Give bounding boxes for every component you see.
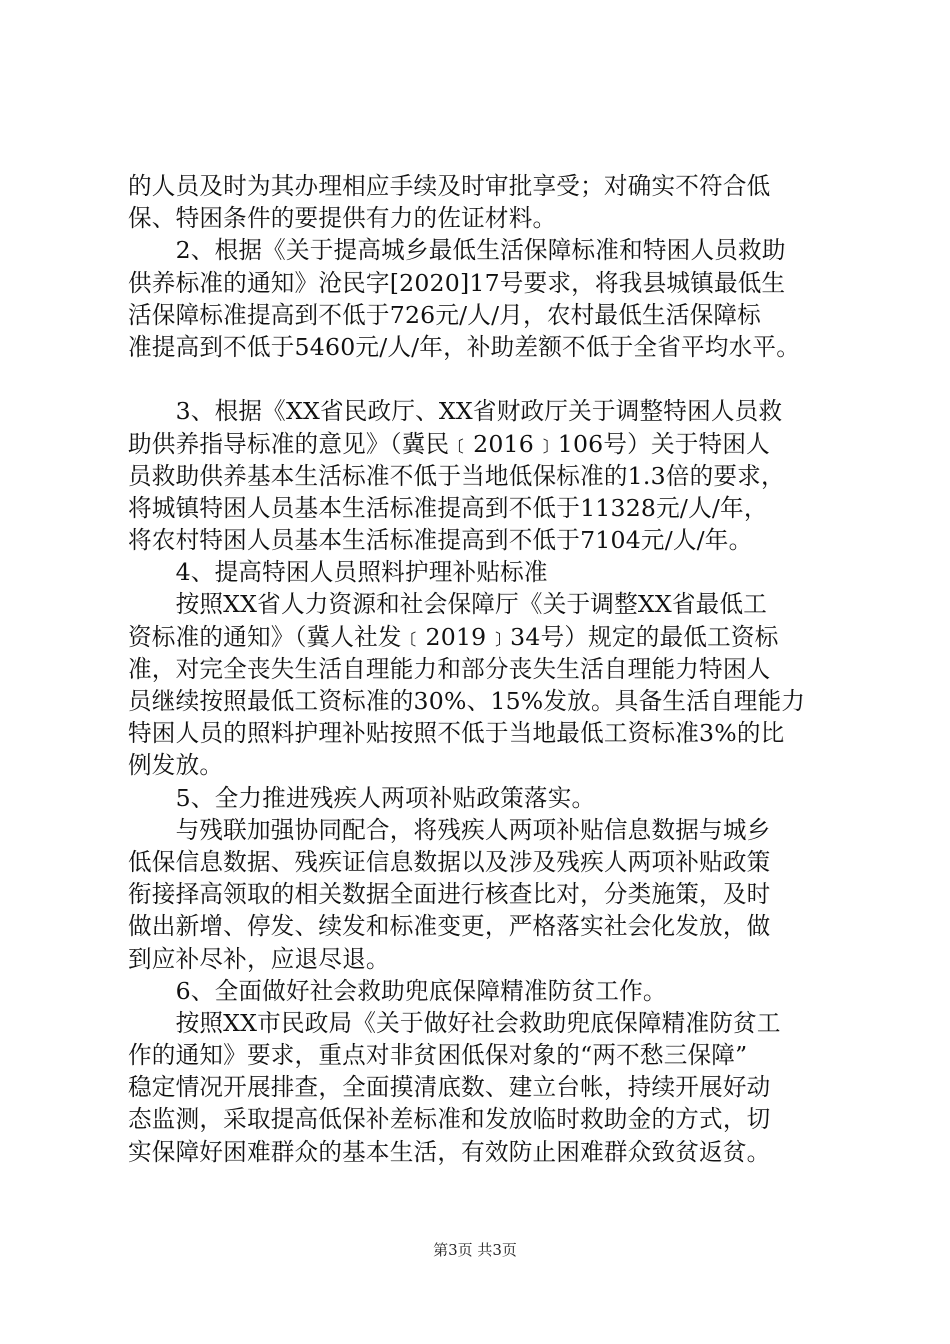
text-line: 资标准的通知》（冀人社发﹝2019﹞34号）规定的最低工资标 <box>128 622 779 651</box>
text-line: 将城镇特困人员基本生活标准提高到不低于11328元/人/年， <box>128 493 768 522</box>
section-heading: 4、提高特困人员照料护理补贴标准 <box>128 558 548 587</box>
text-line: 按照XX市民政局《关于做好社会救助兜底保障精准防贫工 <box>128 1008 781 1037</box>
text-line: 到应补尽补，应退尽退。 <box>128 944 390 973</box>
text-line: 3、根据《XX省民政厅、XX省财政厅关于调整特困人员救 <box>128 397 783 426</box>
document-body <box>128 170 848 1168</box>
text-line: 衔接择高领取的相关数据全面进行核查比对，分类施策，及时 <box>128 880 771 909</box>
text-line: 做出新增、停发、续发和标准变更，严格落实社会化发放，做 <box>128 912 771 941</box>
text-line: 例发放。 <box>128 751 224 780</box>
section-heading: 5、全力推进残疾人两项补贴政策落实。 <box>128 783 596 812</box>
page-number-footer: 第3页 共3页 <box>433 1241 517 1259</box>
text-line: 将农村特困人员基本生活标准提高到不低于7104元/人/年。 <box>128 526 753 555</box>
text-line: 员救助供养基本生活标准不低于当地低保标准的1.3倍的要求， <box>128 461 785 490</box>
text-line: 准提高到不低于5460元/人/年，补助差额不低于全省平均水平。 <box>128 332 800 361</box>
text-line: 助供养指导标准的意见》（冀民﹝2016﹞106号）关于特困人 <box>128 429 770 458</box>
section-heading: 6、全面做好社会救助兜底保障精准防贫工作。 <box>128 976 667 1005</box>
text-line: 按照XX省人力资源和社会保障厅《关于调整XX省最低工 <box>128 590 768 619</box>
text-line: 保、特困条件的要提供有力的佐证材料。 <box>128 204 557 233</box>
text-line: 作的通知》要求，重点对非贫困低保对象的“两不愁三保障” <box>128 1041 748 1070</box>
text-line: 准，对完全丧失生活自理能力和部分丧失生活自理能力特困人 <box>128 654 771 683</box>
text-line: 员继续按照最低工资标准的30%、15%发放。具备生活自理能力 <box>128 687 806 715</box>
text-line: 稳定情况开展排查，全面摸清底数、建立台帐，持续开展好动 <box>128 1073 771 1102</box>
text-line: 实保障好困难群众的基本生活，有效防止困难群众致贫返贫。 <box>128 1137 771 1166</box>
text-line: 2、根据《关于提高城乡最低生活保障标准和特困人员救助 <box>128 236 786 265</box>
text-line: 的人员及时为其办理相应手续及时审批享受；对确实不符合低 <box>128 172 771 200</box>
text-line: 低保信息数据、残疾证信息数据以及涉及残疾人两项补贴政策 <box>128 847 771 876</box>
text-line: 与残联加强协同配合，将残疾人两项补贴信息数据与城乡 <box>128 815 771 844</box>
text-line: 特困人员的照料护理补贴按照不低于当地最低工资标准3%的比 <box>128 719 785 748</box>
text-line: 态监测，采取提高低保补差标准和发放临时救助金的方式，切 <box>128 1105 771 1134</box>
paragraph-gap <box>128 363 848 395</box>
text-line: 供养标准的通知》沧民字[2020]17号要求，将我县城镇最低生 <box>128 268 786 297</box>
text-line: 活保障标准提高到不低于726元/人/月，农村最低生活保障标 <box>128 300 761 329</box>
